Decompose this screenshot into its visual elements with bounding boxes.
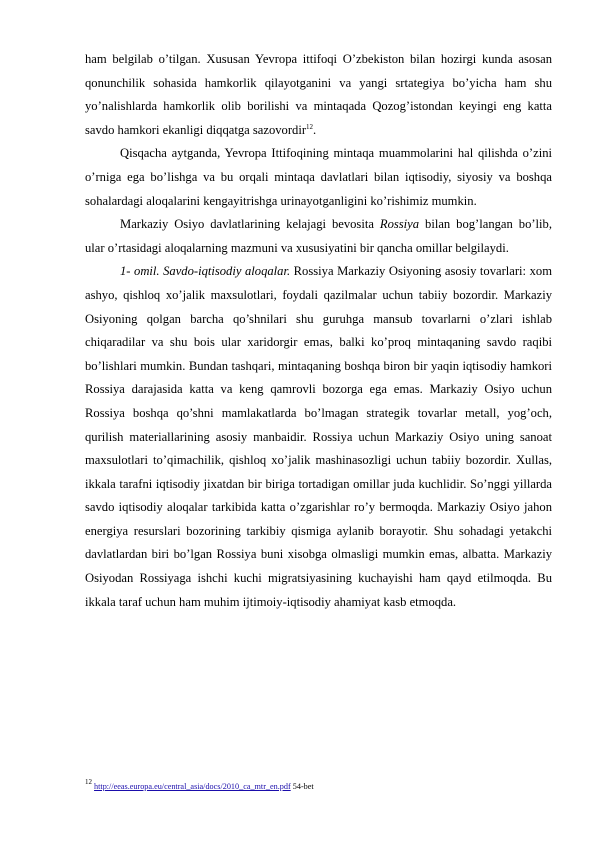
paragraph-3-lead: Markaziy Osiyo davlatlarining kelajagi bevosita [120, 217, 380, 232]
paragraph-4-heading: 1- omil. Savdo-iqtisodiy aloqalar. [120, 264, 291, 279]
footnote-page-ref: 54-bet [290, 782, 314, 791]
paragraph-3-rest: bilan bog’langan bo’lib, ular o’rtasidagi aloqalarning mazmuni va xususiyatini bir qancha omillar belgilaydi. [85, 217, 553, 255]
paragraph-1-end: . [313, 122, 317, 137]
paragraph-2: Qisqacha aytganda, Yevropa Ittifoqining mintaqa muammolarini hal qilishda o’zini o’rniga ega bo’lishga va bu orqali mintaqa davlatlari bilan iqtisodiy, siyosiy va boshqa sohalardagi aloqalarini kengayitrishga urinayotganligini ko’rishimiz mumkin. [85, 146, 552, 208]
footnote-number: 12 [85, 778, 92, 786]
paragraph-4-text: Rossiya Markaziy Osiyoning asosiy tovarlari: xom ashyo, qishloq xo’jalik maxsulotlari, foydali qazilmalar uchun tabiiy bozordir. Markaziy Osiyoning qolgan barcha qo’shnilari shu guruhga mansub tovarlarni o’zlari ishlab chiqaradilar va shu bois ular xaridorgir emas, balki ko’proq mintaqaning savdo raqibi bo’lishlari mumkin. Bundan tashqari, mintaqaning boshqa biron bir yaqin iqtisodiy hamkori Rossiya darajasida katta va keng qamrovli bozorga ega emas. Markaziy Osiyo uchun Rossiya boshqa qo’shni mamlakatlarda bo’lmagan strategik tovarlar metall, yog’och, qurilish materiallarining asosiy manbaidir. Rossiya uchun Markaziy Osiyo uning sanoat maxsulotlari to’qimachilik, qishloq xo’jalik mashinasozligi uchun tabiiy bozordir. Xullas, ikkala tarafni iqtisodiy jixatdan bir biriga tortadigan omillar juda kuchlidir. So’nggi yillarda savdo iqtisodiy aloqalar tarkibida katta o’zgarishlar ro’y bermoqda. Markaziy Osiyo jahon energiya resurslari bozorining tarkibiy qismiga aylanib borayotir. Shu sohadagi yetakchi davlatlardan biri bo’lgan Rossiya buni xisobga olmasligi mumkin emas, albatta. Markaziy Osiyodan Rossiyaga ishchi kuchi migratsiyasining kuchayishi ham qayd etilmoqda. Bu ikkala taraf uchun ham muhim ijtimoiy-iqtisodiy ahamiyat kasb etmoqda. [85, 264, 552, 609]
footnote-link[interactable]: http://eeas.europa.eu/central_asia/docs/2010_ca_mtr_en.pdf [94, 782, 291, 791]
paragraph-1 [85, 48, 552, 142]
paragraph-3 [85, 213, 552, 260]
paragraph-4 [85, 260, 552, 614]
footnote-ref-12[interactable]: 12 [306, 122, 314, 131]
paragraph-1-text: ham belgilab o’tilgan. Xususan Yevropa ittifoqi O’zbekiston bilan hozirgi kunda asosan qonunchilik sohasida hamkorlik qilayotganini va yangi srtategiya bo’yicha ham shu yo’nalishlarda hamkorlik olib borilishi va mintaqada Qozog’istondan keyingi eng katta savdo hamkori ekanligi diqqatga sazovordir [85, 52, 552, 137]
footnote [85, 778, 555, 793]
paragraph-3-italic: Rossiya [379, 217, 420, 232]
body-text [85, 48, 552, 614]
